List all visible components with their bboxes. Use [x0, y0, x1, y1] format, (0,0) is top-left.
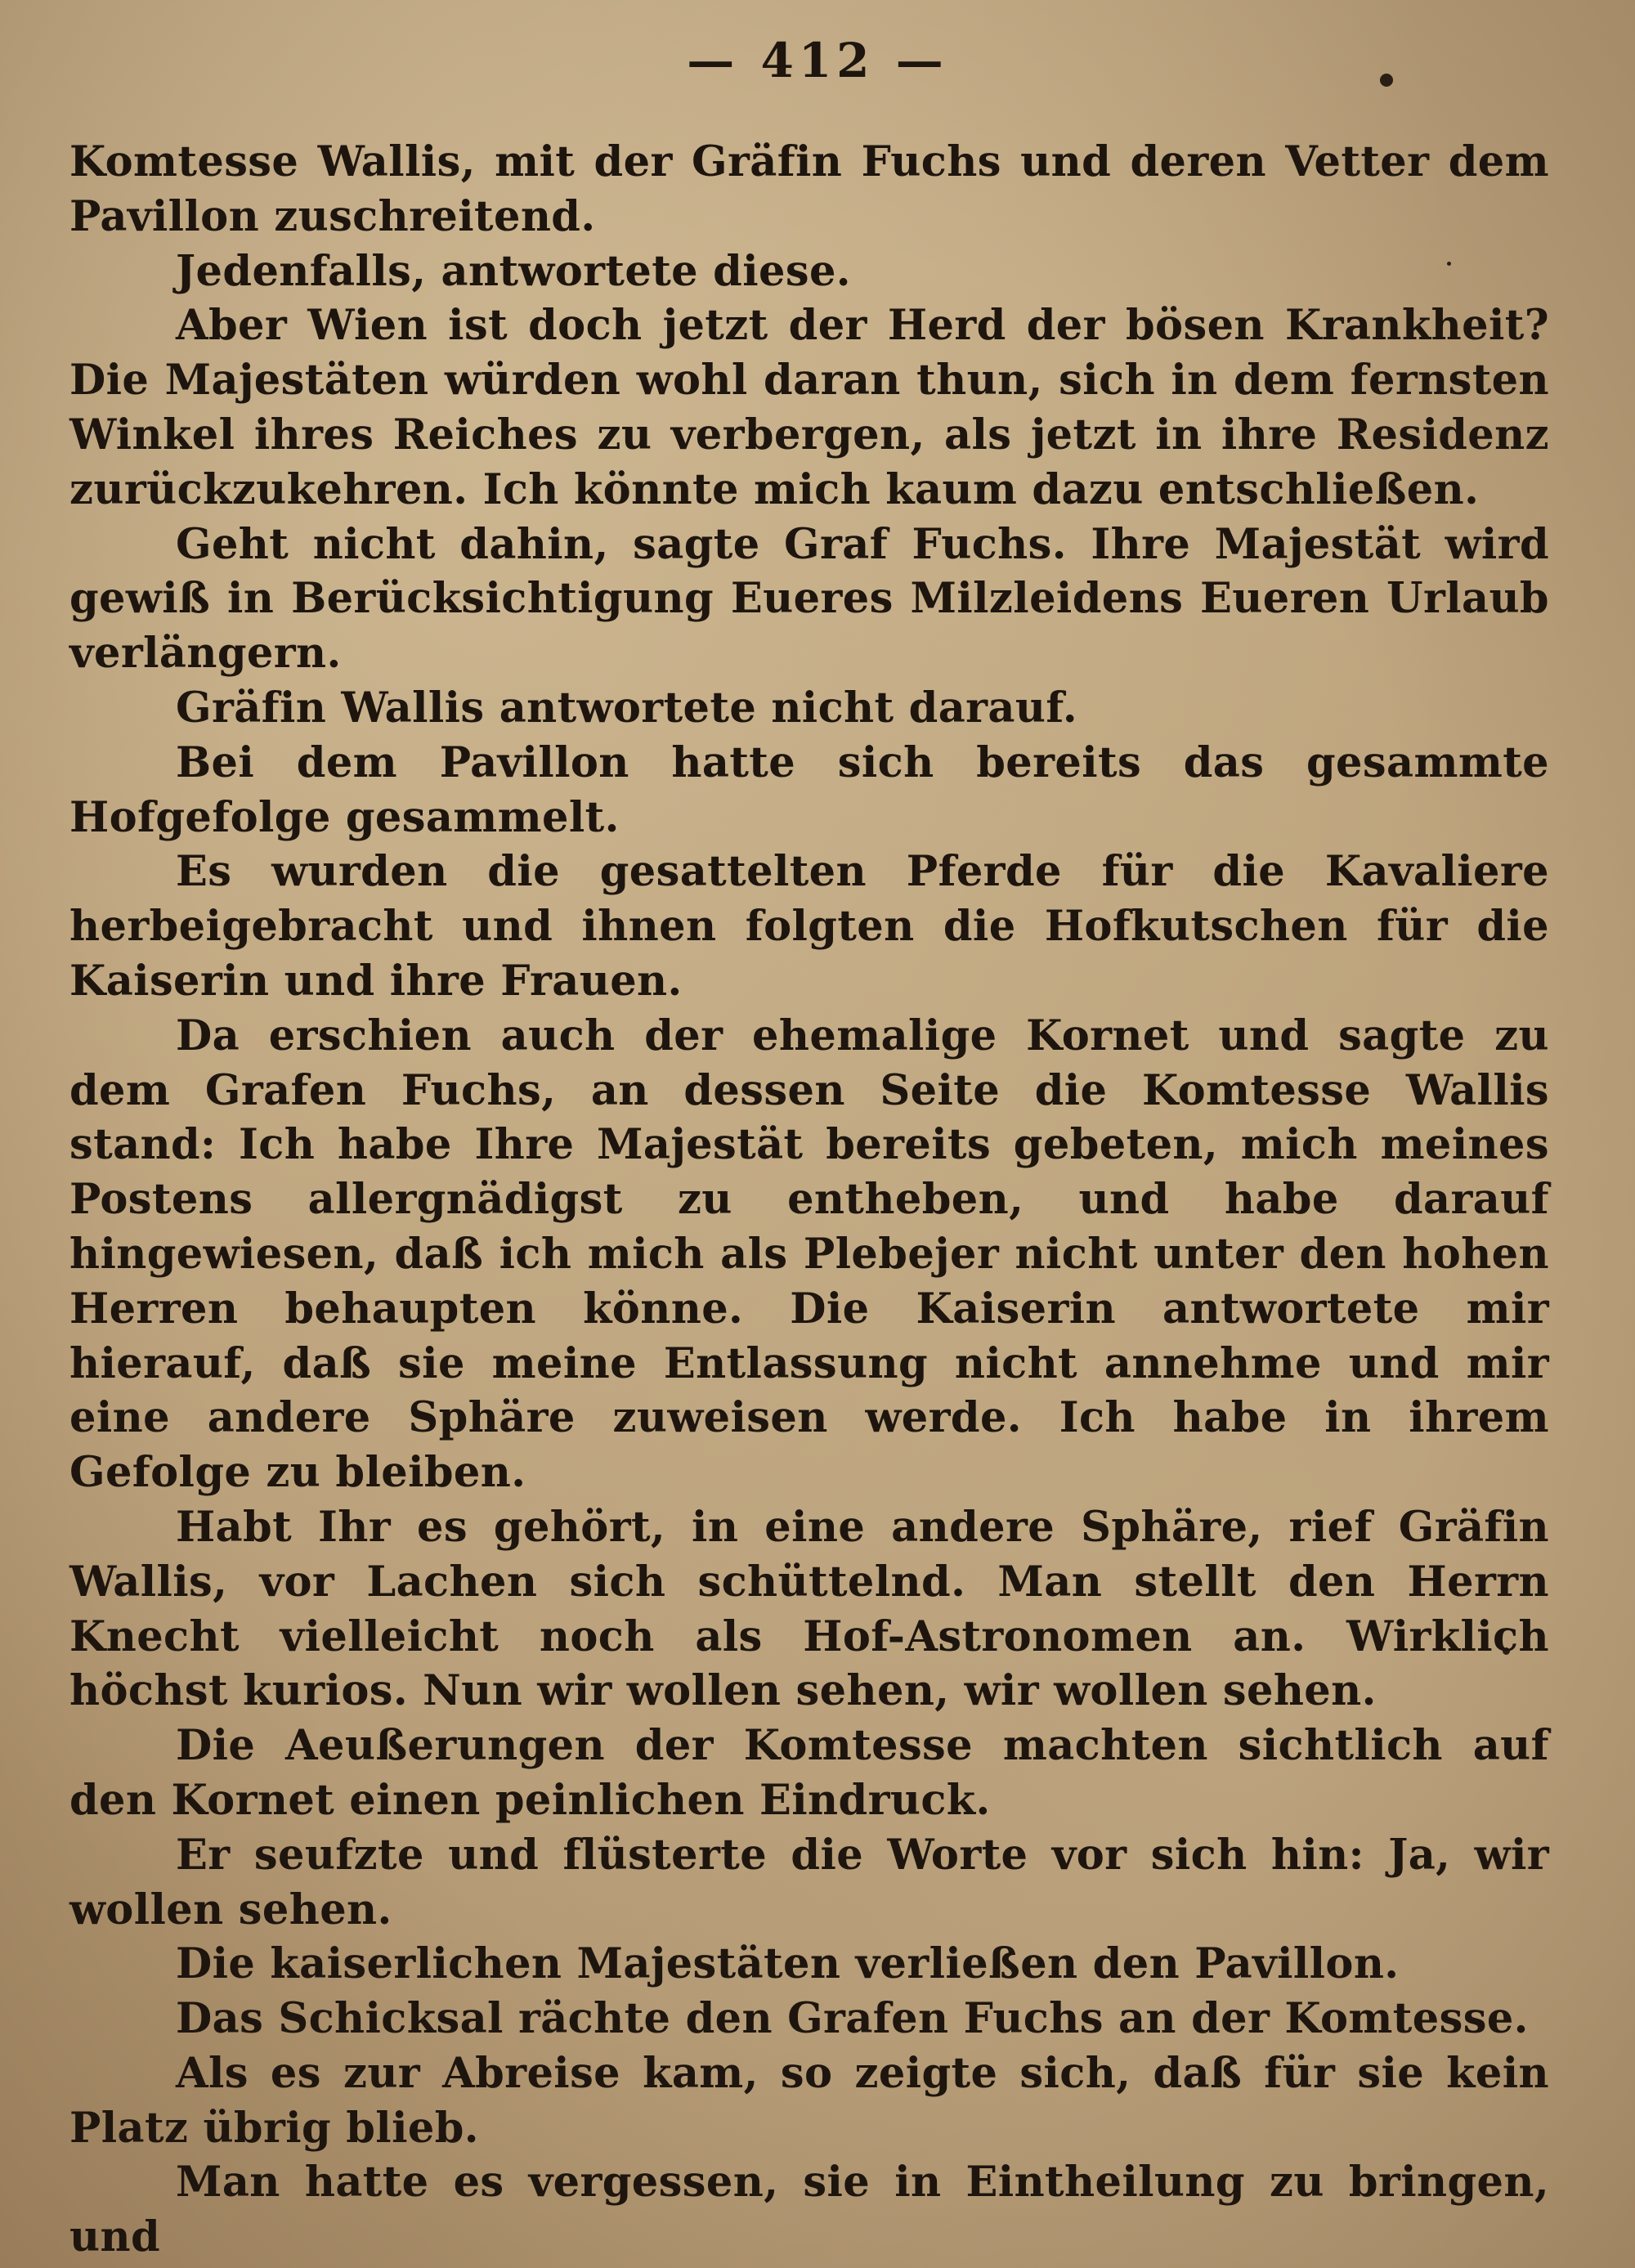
paragraph: Das Schicksal rächte den Grafen Fuchs an der Komtesse.	[176, 1994, 1529, 2044]
paragraph: Gräfin Wallis antwortete nicht darauf.	[176, 683, 1078, 733]
paragraph: Da erschien auch der ehemalige Kornet und sagte zu dem Grafen Fuchs, an dessen Seite die Komtesse Wallis stand: Ich habe Ihre Majestät bereits gebeten, mich meines Postens allergnädigst zu entheben, und habe darauf hingewiesen, daß ich mich als Plebejer nicht unter den hohen Herren behaupten könne. Die Kaiserin antwortete mir hierauf, daß sie meine Entlassung nicht annehme und mir eine andere Sphäre zuweisen werde. Ich habe in ihrem Gefolge zu bleiben.	[69, 1011, 1549, 1498]
paragraph: Als es zur Abreise kam, so zeigte sich, daß für sie kein Platz übrig blieb.	[69, 2048, 1549, 2153]
paragraph: Er seufzte und flüsterte die Worte vor sich hin: Ja, wir wollen sehen.	[69, 1830, 1549, 1934]
paragraph: Die Aeußerungen der Komtesse machten sichtlich auf den Kornet einen peinlichen Eindruck.	[69, 1721, 1549, 1825]
page-number: — 412 —	[687, 33, 948, 88]
paragraph: Jedenfalls, antwortete diese.	[176, 246, 851, 296]
paragraph: Aber Wien ist doch jetzt der Herd der bösen Krankheit? Die Majestäten würden wohl daran thun, sich in dem fernsten Winkel ihres Reiches zu verbergen, als jetzt in ihre Residenz zurückzukehren. Ich könnte mich kaum dazu entschließen.	[69, 301, 1549, 514]
paragraph: Geht nicht dahin, sagte Graf Fuchs. Ihre Majestät wird gewiß in Berücksichtigung Eueres Milzleidens Eueren Urlaub verlängern.	[69, 519, 1549, 679]
paragraph: Habt Ihr es gehört, in eine andere Sphäre, rief Gräfin Wallis, vor Lachen sich schüttelnd. Man stellt den Herrn Knecht vielleicht noch als Hof-Astronomen an. Wirklich höchst kurios. Nun wir wollen sehen, wir wollen sehen.	[69, 1502, 1549, 1716]
ink-speck	[1380, 74, 1393, 87]
paragraph: Die kaiserlichen Majestäten verließen den Pavillon.	[176, 1939, 1400, 1989]
paragraph: Es wurden die gesattelten Pferde für die Kavaliere herbeigebracht und ihnen folgten die Hofkutschen für die Kaiserin und ihre Frauen.	[69, 847, 1549, 1006]
paragraph: Komtesse Wallis, mit der Gräfin Fuchs und deren Vetter dem Pavillon zuschreitend.	[69, 137, 1549, 241]
paragraph: Bei dem Pavillon hatte sich bereits das gesammte Hofgefolge gesammelt.	[69, 737, 1549, 842]
body-text	[69, 135, 1549, 2265]
paragraph: Man hatte es vergessen, sie in Eintheilung zu bringen, und	[69, 2158, 1549, 2262]
